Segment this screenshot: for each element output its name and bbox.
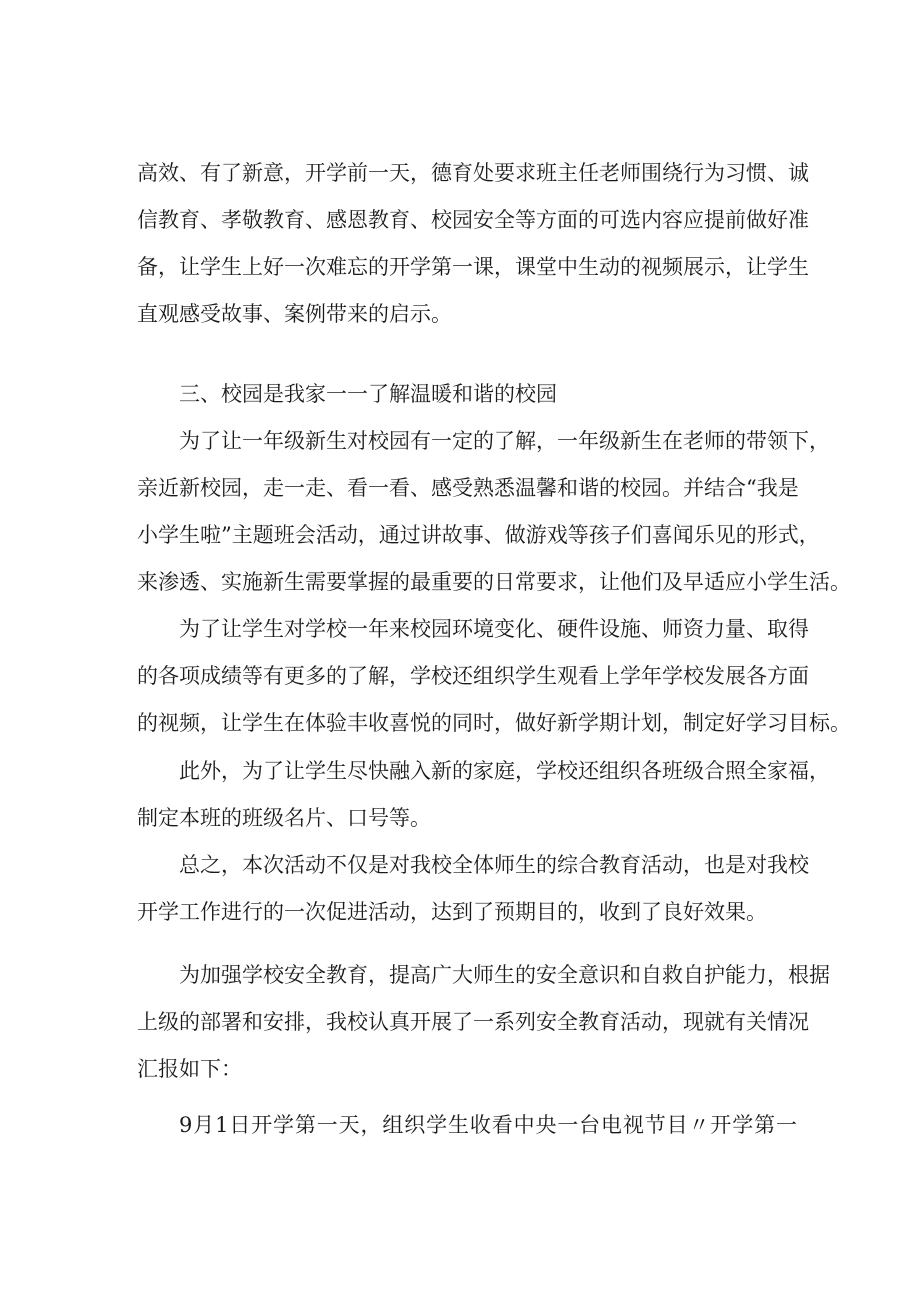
text-line: 制定本班的班级名片、口号等。 (137, 806, 431, 830)
text-line: 上级的部署和安排，我校认真开展了一系列安全教育活动，现就有关情况 (137, 1010, 809, 1034)
text-line: 高效、有了新意，开学前一天，德育处要求班主任老师围绕行为习惯、诚 (137, 161, 809, 185)
text-line: 亲近新校园，走一走、看一看、感受熟悉温馨和谐的校园。并结合“我是 (137, 476, 799, 500)
heading-text: 三、校园是我家一一了解温暖和谐的校园 (179, 382, 557, 406)
text-line: 的各项成绩等有更多的了解，学校还组织学生观看上学年学校发展各方面 (137, 664, 809, 688)
text-line: 来渗透、实施新生需要掌握的最重要的日常要求，让他们及早适应小学生活。 (137, 570, 851, 594)
text-line: 此外，为了让学生尽快融入新的家庭，学校还组织各班级合照全家福， (179, 759, 830, 783)
text-line: 9月1日开学第一天，组织学生收看中央一台电视节目〃开学第一 (179, 1113, 797, 1137)
text-line: 开学工作进行的一次促进活动，达到了预期目的，收到了良好效果。 (137, 900, 767, 924)
text-line: 总之，本次活动不仅是对我校全体师生的综合教育活动，也是对我校 (179, 853, 809, 877)
text-line: 汇报如下： (137, 1057, 242, 1081)
text-line: 为了让一年级新生对校园有一定的了解，一年级新生在老师的带领下， (179, 429, 830, 453)
text-line: 的视频，让学生在体验丰收喜悦的同时，做好新学期计划，制定好学习目标。 (137, 711, 851, 735)
text-line: 直观感受故事、案例带来的启示。 (137, 302, 452, 326)
text-line: 为了让学生对学校一年来校园环境变化、硬件设施、师资力量、取得 (179, 617, 809, 641)
text-line: 信教育、孝敬教育、感恩教育、校园安全等方面的可选内容应提前做好准 (137, 208, 809, 232)
text-line: 为加强学校安全教育，提高广大师生的安全意识和自救自护能力，根据 (179, 963, 830, 987)
text-line: 小学生啦”主题班会活动，通过讲故事、做游戏等孩子们喜闻乐见的形式， (137, 523, 820, 547)
text-line: 备，让学生上好一次难忘的开学第一课，课堂中生动的视频展示，让学生 (137, 255, 809, 279)
